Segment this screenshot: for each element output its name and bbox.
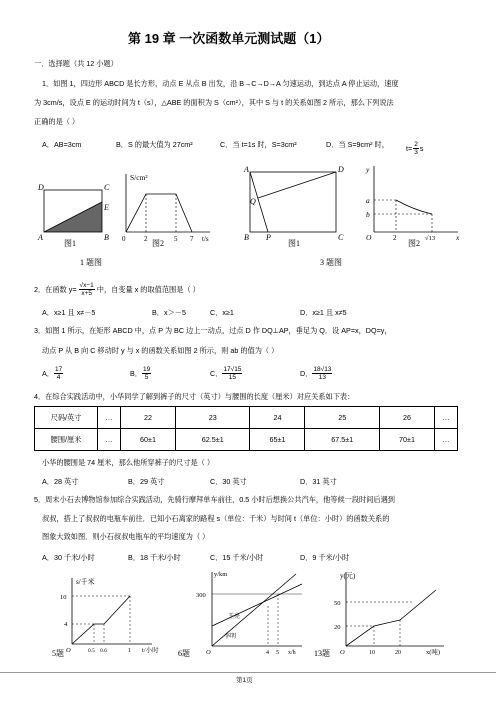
q2-option-c[interactable]: C．x≥1 — [210, 308, 234, 317]
fig1-caption-q1: 图1 — [64, 239, 76, 248]
svg-text:P: P — [266, 233, 271, 242]
svg-text:20: 20 — [334, 624, 341, 631]
q3-option-a[interactable]: A． $\frac{17}{4}$ — [42, 366, 63, 381]
svg-text:O: O — [340, 649, 345, 656]
svg-text:Q: Q — [250, 197, 256, 206]
svg-text:20: 20 — [395, 650, 401, 656]
q4-option-c[interactable]: C．30 英寸 — [210, 477, 247, 486]
q1-q3-figures — [34, 160, 474, 270]
q1-option-d[interactable]: D．当 S=9cm² 时， — [326, 140, 389, 149]
svg-text:D: D — [38, 183, 44, 192]
svg-text:t/小时: t/小时 — [142, 647, 159, 654]
q1-d-unit: s — [419, 143, 424, 153]
table-row: 尺码/英寸 … 22 23 24 25 26 … — [35, 407, 458, 429]
q1-option-c[interactable]: C．当 t=1s 时，S=3cm² — [220, 140, 297, 149]
svg-text:a: a — [366, 196, 370, 205]
q5-line1: 5．周末小石去博物馆参加综合实践活动，先骑行摩拜单车前往，0.5 小时后想换公共汽车，他等候一段时间后遇到 — [34, 495, 395, 504]
q1-option-b[interactable]: B．S 的最大值为 27cm² — [116, 140, 193, 149]
q5-line3: 图象大致如图．则小石叔叔电瓶车的平均速度为（ ） — [42, 532, 210, 541]
svg-text:1: 1 — [128, 648, 131, 654]
q1-line2: 为 3cm/s，设点 E 的运动时间为 t（s），△ABE 的面积为 S（cm²），其中 S 与 t 的关系如图 2 所示，那么下列说法 — [34, 98, 394, 107]
svg-text:B: B — [104, 233, 109, 242]
svg-text:s/千米: s/千米 — [76, 578, 95, 586]
svg-text:y(元): y(元) — [340, 572, 356, 580]
q1-d-frac: $\frac{2}{3}$ — [414, 141, 418, 156]
q5-graph — [52, 577, 159, 658]
svg-text:b: b — [366, 210, 370, 219]
svg-text:C: C — [104, 183, 110, 192]
svg-text:O: O — [66, 647, 71, 654]
svg-text:300: 300 — [196, 592, 206, 599]
q4-option-a[interactable]: A．28 英寸 — [42, 477, 79, 486]
svg-text:7: 7 — [190, 235, 194, 243]
svg-text:4: 4 — [64, 621, 68, 628]
svg-text:O: O — [206, 649, 211, 656]
q2-stem: 2．在函数 y= $\frac{√x-1}{x+5}$ 中，自变量 x 的取值范围是（ ） — [34, 282, 200, 297]
q5-option-a[interactable]: A．30 千米/小时 — [42, 553, 95, 562]
svg-text:王亮: 王亮 — [228, 614, 241, 620]
svg-text:10: 10 — [60, 594, 67, 601]
q5-caption: 5题 — [52, 649, 64, 658]
page-number: 第1页 — [236, 677, 253, 684]
svg-text:O: O — [366, 233, 372, 242]
q4-line1: 4．在综合实践活动中，小华同学了解到裤子的尺寸（英寸）与腰围的长度（厘米）对应关系如下表： — [34, 392, 355, 401]
svg-text:0.6: 0.6 — [100, 648, 107, 654]
q6-graph — [178, 571, 302, 658]
svg-text:E: E — [104, 203, 109, 212]
q1-figure1 — [37, 183, 110, 248]
svg-text:5: 5 — [174, 235, 178, 243]
svg-text:2: 2 — [144, 235, 148, 243]
q2-option-d[interactable]: D．x≥1 且 x≠5 — [300, 308, 347, 317]
q13-caption: 13题 — [314, 649, 330, 658]
q5-option-d[interactable]: D．9 千米/小时 — [300, 553, 350, 562]
footer-divider — [0, 672, 496, 673]
svg-text:x: x — [456, 233, 460, 242]
page-title: 第 19 章 一次函数单元测试题（1） — [128, 31, 330, 46]
svg-text:50: 50 — [334, 600, 341, 607]
q3-option-b[interactable]: B． $\frac{19}{5}$ — [130, 366, 151, 381]
svg-text:5: 5 — [276, 650, 279, 656]
q13-graph — [314, 572, 444, 658]
svg-text:D: D — [338, 165, 344, 174]
q1-caption: 1 题图 — [80, 258, 102, 267]
q1-line1: 1．如图 1，四边形 ABCD 是长方形，动点 E 从点 B 出发，沿 B→C→D→A 匀速运动，到达点 A 停止运动，速度 — [42, 79, 399, 88]
q1-option-d-fraction — [406, 141, 423, 156]
svg-text:B: B — [244, 233, 249, 242]
svg-text:t/s: t/s — [202, 235, 209, 243]
q1-option-a[interactable]: A．AB=3cm — [42, 140, 82, 149]
svg-text:A: A — [244, 165, 249, 174]
svg-text:y/km: y/km — [214, 571, 228, 578]
svg-text:S/cm²: S/cm² — [130, 173, 148, 182]
svg-text:0.5: 0.5 — [88, 648, 95, 654]
svg-text:0: 0 — [122, 235, 126, 243]
svg-text:√13: √13 — [425, 235, 436, 242]
q3-option-c[interactable]: C． $\frac{17√15}{15}$ — [210, 366, 242, 381]
bottom-figures — [34, 566, 464, 660]
svg-text:y: y — [366, 165, 370, 174]
q1-figure2 — [122, 173, 210, 248]
q3-line1: 3．如图 1 所示，在矩形 ABCD 中，点 P 为 BC 边上一动点，过点 D 作 DQ⊥AP，垂足为 Q．设 AP=x，DQ=y， — [34, 326, 392, 335]
q2-option-b[interactable]: B．x＞－5 — [152, 308, 186, 317]
q2-option-a[interactable]: A．x≥1 且 x≠－5 — [42, 308, 96, 317]
q3-caption: 3 题图 — [320, 258, 342, 267]
size-table — [34, 406, 458, 451]
svg-text:图2: 图2 — [408, 239, 420, 248]
table-row: 腰围/厘米 … 60±1 62.5±1 65±1 67.5±1 70±1 … — [35, 429, 458, 451]
svg-text:李明: 李明 — [224, 634, 237, 640]
q1-d-t: t= — [406, 143, 413, 153]
q5-option-b[interactable]: B．18 千米/小时 — [128, 553, 181, 562]
q1-line3: 正确的是（ ） — [34, 117, 80, 126]
q5-line2: 叔叔，搭上了叔叔的电瓶车前往．已知小石离家的路程 s（单位：千米）与时间 t（单位：小时）的函数关系的 — [42, 514, 390, 523]
svg-text:A: A — [38, 233, 43, 242]
svg-text:2: 2 — [393, 234, 397, 242]
svg-text:x(吨): x(吨) — [426, 649, 441, 656]
q3-line2: 动点 P 从 B 向 C 移动时 y 与 x 的函数关系如图 2 所示，则 ab 的值为（ ） — [42, 346, 279, 355]
q4-option-d[interactable]: D．31 英寸 — [300, 477, 337, 486]
q3-option-d[interactable]: D． $\frac{18√13}{13}$ — [300, 366, 332, 381]
q4-line2: 小华的腰围是 74 厘米，那么他所穿裤子的尺寸是（ ） — [42, 458, 215, 467]
section-heading: 一．选择题（共 12 小题） — [34, 59, 118, 68]
q3-figure2 — [365, 165, 460, 248]
svg-text:图2: 图2 — [152, 239, 164, 248]
svg-text:图1: 图1 — [288, 239, 300, 248]
svg-text:C: C — [338, 233, 344, 242]
q4-option-b[interactable]: B．29 英寸 — [128, 477, 165, 486]
svg-text:4: 4 — [266, 650, 269, 656]
q3-figure1 — [243, 165, 344, 248]
svg-text:x/h: x/h — [288, 650, 296, 656]
q5-option-c[interactable]: C．15 千米/小时 — [210, 553, 264, 562]
q6-caption: 6题 — [178, 649, 190, 658]
svg-text:10: 10 — [369, 650, 375, 656]
